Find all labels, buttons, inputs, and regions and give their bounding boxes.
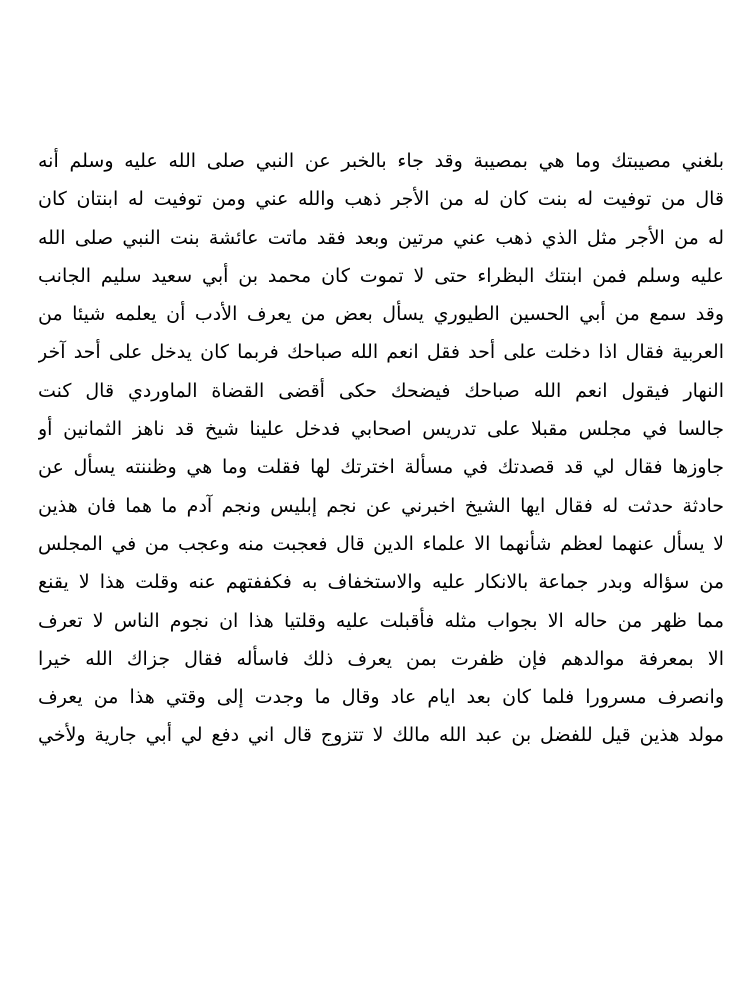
text-line: جاوزها فقال لي قد قصدتك في مسألة اخترتك لها فقلت وما هي وظننته يسأل عن xyxy=(38,456,724,479)
text-line: من سؤاله وبدر جماعة بالانكار عليه والاستخفاف به فكففتهم عنه وقلت هذا لا يقنع xyxy=(38,571,724,594)
text-line: وقد سمع من أبي الحسين الطيوري يسأل بعض من يعرف الأدب أن يعلمه شيئا من xyxy=(38,303,724,326)
text-line: له من الأجر مثل الذي ذهب عني مرتين وبعد فقد ماتت عائشة بنت النبي صلى الله xyxy=(38,226,724,249)
text-line: وانصرف مسرورا فلما كان بعد ايام عاد وقال ما وجدت إلى وقتي هذا من يعرف xyxy=(38,686,724,709)
text-line: حادثة حدثت له فقال ايها الشيخ اخبرني عن نجم إبليس ونجم آدم ما هما فان هذين xyxy=(38,494,724,517)
text-line: الا بمعرفة موالدهم فإن ظفرت بمن يعرف ذلك فاسأله فقال جزاك الله خيرا xyxy=(38,647,724,670)
text-line: العربية فقال اذا دخلت على أحد فقل انعم الله صباحك فربما كان يدخل على أحد آخر xyxy=(38,341,724,364)
text-line: لا يسأل عنهما لعظم شأنهما الا علماء الدين قال فعجبت منه وعجب من في المجلس xyxy=(38,532,724,555)
text-line: بلغني مصيبتك وما هي بمصيبة وقد جاء بالخبر عن النبي صلى الله عليه وسلم أنه xyxy=(38,150,724,172)
text-line: جالسا في مجلس مقبلا على تدريس اصحابي فدخل علينا شيخ قد ناهز الثمانين أو xyxy=(38,418,724,441)
text-line: قال من توفيت له بنت كان له من الأجر ذهب والله عني ومن توفيت له ابنتان كان xyxy=(38,188,724,211)
text-line: مما ظهر من حاله الا بجواب مثله فأقبلت عليه وقلتيا هذا ان نجوم الناس لا تعرف xyxy=(38,609,724,632)
text-line: عليه وسلم فمن ابنتك البظراء حتى لا تموت كان محمد بن أبي سعيد سليم الجانب xyxy=(38,264,724,287)
text-line: مولد هذين قيل للفضل بن عبد الله مالك لا تتزوج قال اني دفع لي أبي جارية ولأخي xyxy=(38,724,724,747)
arabic-text-block xyxy=(38,142,724,755)
text-line: النهار فيقول انعم الله صباحك فيضحك حكى أقضى القضاة الماوردي قال كنت xyxy=(38,379,724,402)
